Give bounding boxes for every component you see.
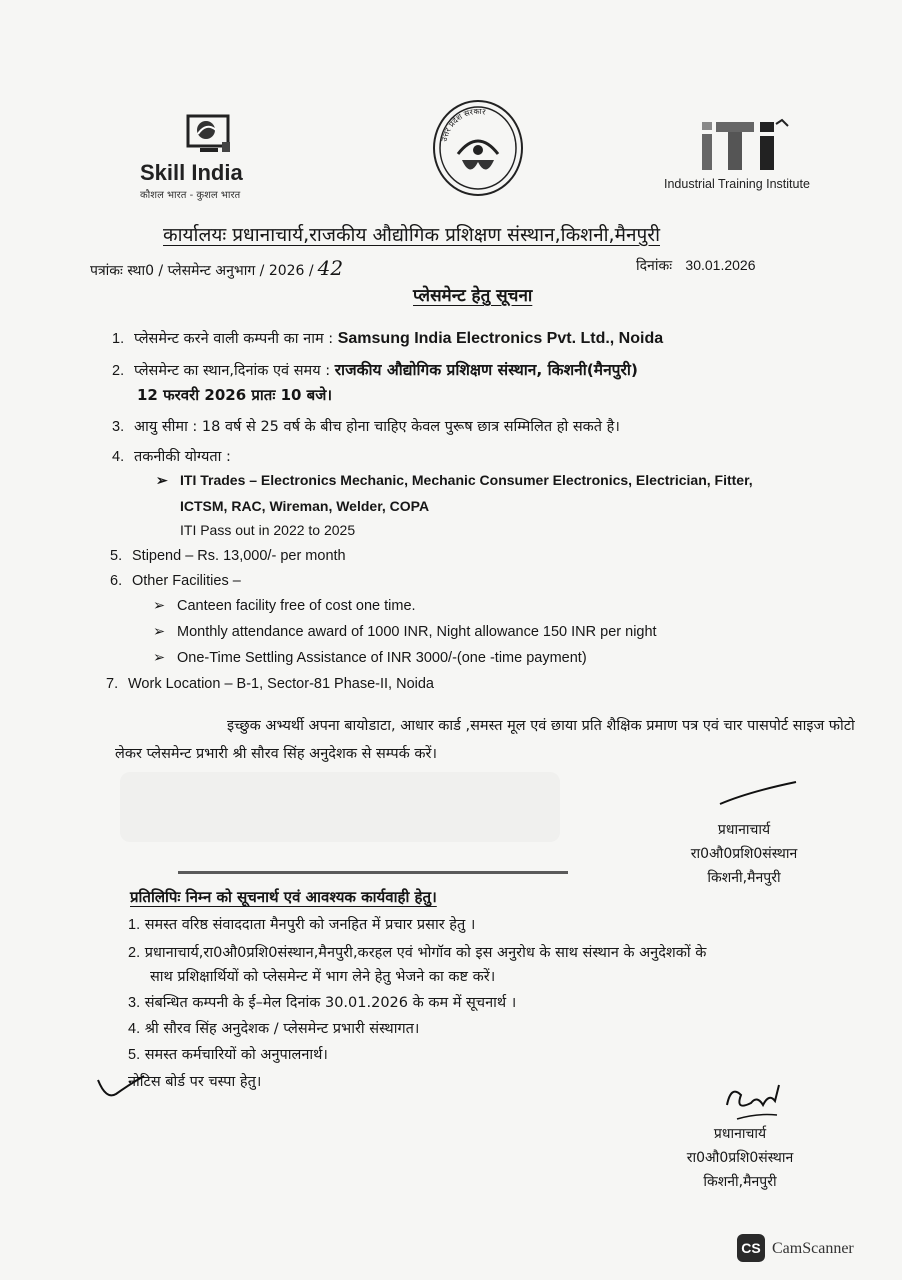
signatory-institute: रा0औ0प्रशि0संस्थान (686, 1150, 794, 1166)
iti-mark-icon (700, 118, 790, 172)
venue: राजकीय औद्योगिक प्रशिक्षण संस्थान, किशनी(मैनपुरी) (334, 361, 638, 379)
skill-india-title: Skill India (140, 160, 243, 185)
signatory-place: किशनी,मैनपुरी (703, 1174, 777, 1190)
venue-datetime: 12 फरवरी 2026 प्रातः 10 बजे। (137, 386, 333, 404)
signatory-block-2 (660, 1122, 820, 1194)
arrow-bullet-icon: ➢ (153, 650, 166, 666)
arrow-bullet-icon: ➢ (153, 624, 166, 640)
item-3: 3. आयु सीमा : 18 वर्ष से 25 वर्ष के बीच होना चाहिए केवल पुरूष छात्र सम्मिलित हो सकते है। (112, 419, 620, 435)
divider (178, 871, 568, 874)
item-1-label: प्लेसमेन्ट करने वाली कम्पनी का नाम : (134, 331, 334, 347)
copy-item-3: 3. संबन्धित कम्पनी के ई–मेल दिनांक 30.01.2026 के कम में सूचनार्थ । (128, 995, 517, 1011)
date (636, 256, 755, 275)
signatory-title: प्रधानाचार्य (713, 1126, 767, 1142)
copy-item-1: 1. समस्त वरिष्ठ संवाददाता मैनपुरी को जनहित में प्रचार प्रसार हेतु । (128, 917, 476, 933)
principal-signature (718, 780, 798, 808)
qualification-label: तकनीकी योग्यता : (134, 449, 231, 465)
item-6: 6. Other Facilities – (110, 573, 241, 589)
iti-passout: ITI Pass out in 2022 to 2025 (180, 522, 356, 538)
reference-number (90, 256, 343, 280)
scan-smudge (120, 772, 560, 842)
copy-to-heading: प्रतिलिपिः निम्न को सूचनार्थ एवं आवश्यक कार्यवाही हेतु। (130, 888, 437, 906)
stipend: Stipend – Rs. 13,000/- per month (132, 548, 346, 564)
facility-2: ➢ Monthly attendance award of 1000 INR, Night allowance 150 INR per night (153, 624, 657, 640)
item-7: 7. Work Location – B-1, Sector-81 Phase-II, Noida (106, 676, 434, 692)
copy-item-4: 4. श्री सौरव सिंह अनुदेशक / प्लेसमेन्ट प्रभारी संस्थागत। (128, 1021, 420, 1037)
item-5: 5. Stipend – Rs. 13,000/- per month (110, 548, 346, 564)
subject-heading: प्लेसमेन्ट हेतु सूचना (413, 286, 533, 306)
emblem-arc-text: उत्तर प्रदेश सरकार (439, 106, 487, 143)
skill-india-tagline: कौशल भारत - कुशल भारत (140, 190, 241, 201)
signatory-title: प्रधानाचार्य (717, 822, 771, 838)
principal-signature-2 (717, 1075, 807, 1125)
iti-name: Industrial Training Institute (664, 177, 810, 191)
camscanner-icon: CS (737, 1234, 765, 1262)
skill-india-logo (140, 112, 300, 204)
item-1: 1. प्लेसमेन्ट करने वाली कम्पनी का नाम : Samsung India Electronics Pvt. Ltd., Noida (112, 330, 664, 347)
facility-3: ➢ One-Time Settling Assistance of INR 3000/-(one -time payment) (153, 650, 587, 666)
iti-logo (664, 118, 824, 198)
copy-item-2: 2. प्रधानाचार्य,रा0औ0प्रशि0संस्थान,मैनपुरी,करहल एवं भोगॉव को इस अनुरोध के साथ संस्थान के अनुदेशकों के (128, 945, 707, 961)
signatory-block-1 (664, 818, 824, 890)
iti-trades-line-2: ICTSM, RAC, Wireman, Welder, COPA (180, 498, 430, 514)
other-facilities-label: Other Facilities – (132, 573, 241, 589)
copy-item-6: नोटिस बोर्ड पर चस्पा हेतु। (128, 1074, 262, 1090)
iti-trades-line-1: ➢ ITI Trades – Electronics Mechanic, Mechanic Consumer Electronics, Electrician, Fitter, (156, 472, 753, 488)
office-heading: कार्यालयः प्रधानाचार्य,राजकीय औद्योगिक प्रशिक्षण संस्थान,किशनी,मैनपुरी (163, 224, 660, 246)
work-location: Work Location – B-1, Sector-81 Phase-II, Noida (128, 676, 434, 692)
date-label: दिनांकः (636, 258, 673, 274)
item-2: 2. प्लेसमेन्ट का स्थान,दिनांक एवं समय : राजकीय औद्योगिक प्रशिक्षण संस्थान, किशनी(मैनपुरी) (112, 361, 638, 379)
up-government-emblem (430, 98, 526, 198)
item-2-label: प्लेसमेन्ट का स्थान,दिनांक एवं समय : (134, 363, 331, 379)
copy-item-5: 5. समस्त कर्मचारियों को अनुपालनार्थ। (128, 1047, 328, 1063)
arrow-bullet-icon: ➢ (156, 472, 168, 488)
signatory-place: किशनी,मैनपुरी (707, 870, 781, 886)
handwritten-tick-mark (96, 1070, 146, 1100)
arrow-bullet-icon: ➢ (153, 598, 166, 614)
camscanner-label: CamScanner (772, 1240, 854, 1257)
reference-number-handwritten: 42 (317, 256, 344, 280)
item-4: 4. तकनीकी योग्यता : (112, 449, 231, 465)
company-name: Samsung India Electronics Pvt. Ltd., Noida (337, 330, 664, 347)
instruction-paragraph: इच्छुक अभ्यर्थी अपना बायोडाटा, आधार कार्ड ,समस्त मूल एवं छाया प्रति शैक्षिक प्रमाण पत्र एवं चार पासपोर्ट साइज फोटो लेकर प्लेसमेन्ट प्रभारी श्री सौरव सिंह अनुदेशक से सम्पर्क करें। (115, 718, 855, 762)
facility-1: ➢ Canteen facility free of cost one time. (153, 598, 416, 614)
skill-india-icon (182, 112, 238, 158)
svg-text:उत्तर प्रदेश सरकार (440, 107, 487, 143)
age-limit: आयु सीमा : 18 वर्ष से 25 वर्ष के बीच होना चाहिए केवल पुरूष छात्र सम्मिलित हो सकते है। (134, 419, 620, 435)
reference-label: पत्रांकः स्था0 / प्लेसमेन्ट अनुभाग / 2026 / (90, 263, 314, 279)
signatory-institute: रा0औ0प्रशि0संस्थान (690, 846, 798, 862)
date-value: 30.01.2026 (685, 257, 756, 273)
copy-item-2-cont: साथ प्रशिक्षार्थियों को प्लेसमेन्ट में भाग लेने हेतु भेजने का कष्ट करें। (150, 969, 496, 985)
